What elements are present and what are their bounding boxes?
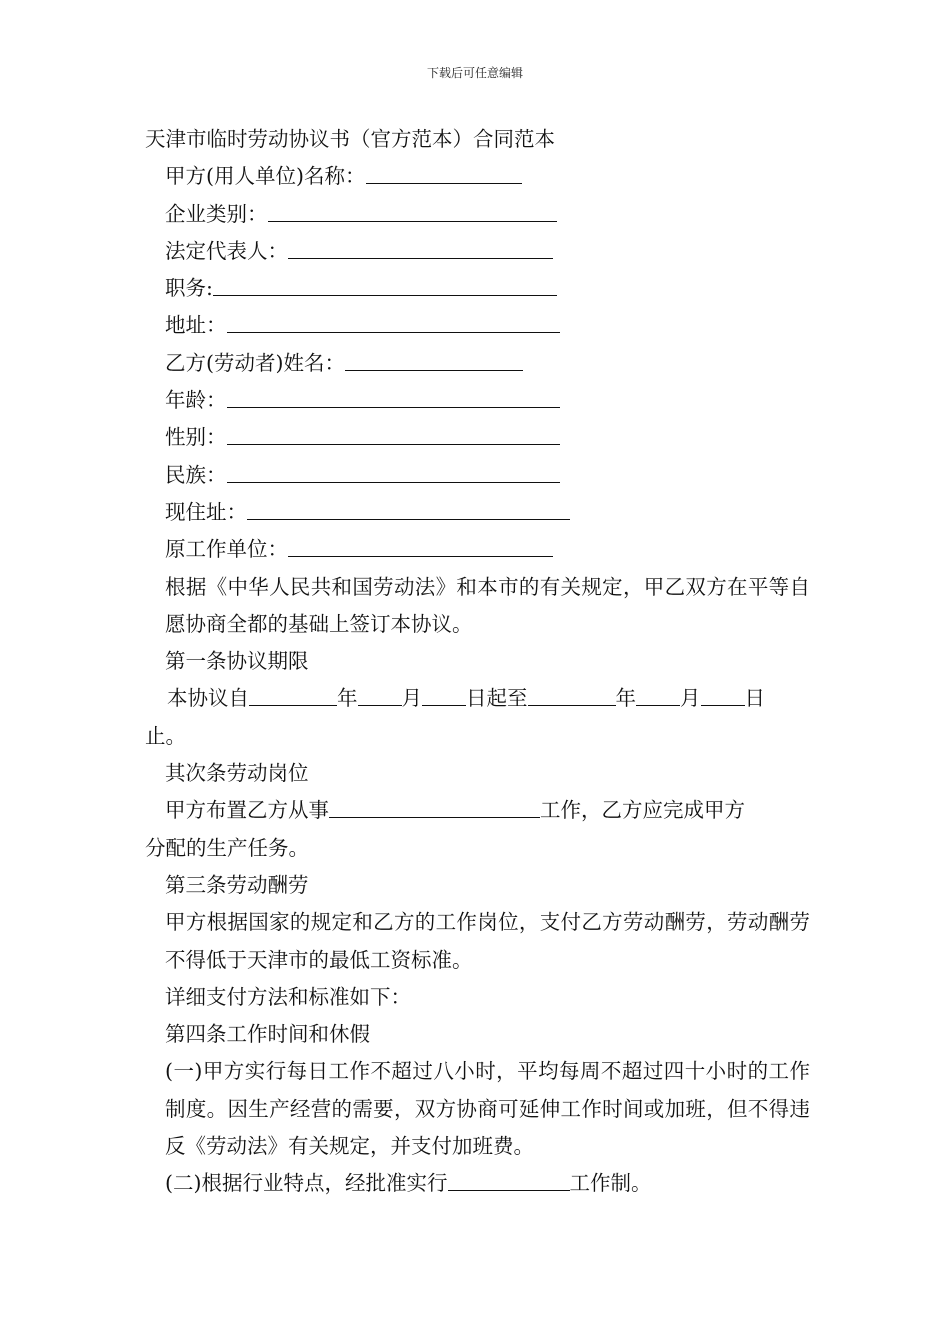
year-label: 年: [615, 686, 636, 711]
month-label: 月: [680, 686, 701, 711]
gender-blank[interactable]: [227, 424, 560, 445]
article-1-heading: 第一条协议期限: [165, 649, 309, 674]
post-text-continued: 分配的生产任务。: [145, 835, 309, 860]
legal-representative-blank[interactable]: [288, 238, 553, 259]
agreement-term-line: [145, 680, 810, 717]
day-label: 日: [744, 686, 765, 711]
document-title: 天津市临时劳动协议书（官方范本）合同范本: [145, 127, 555, 151]
work-post-blank[interactable]: [329, 797, 540, 818]
month-label: 月: [401, 686, 422, 711]
start-day-blank[interactable]: [422, 685, 466, 706]
work-system-blank[interactable]: [448, 1170, 570, 1191]
day-label: 日起至: [466, 686, 528, 711]
intro-paragraph: 根据《中华人民共和国劳动法》和本市的有关规定，甲乙双方在平等自愿协商全都的基础上签订本协议。: [165, 574, 810, 636]
employer-name-blank[interactable]: [366, 163, 522, 184]
page-header-note: 下载后可任意编辑: [426, 66, 523, 80]
field-label: 年龄：: [165, 388, 227, 413]
field-label: 乙方(劳动者)姓名：: [165, 350, 345, 375]
post-text: 甲方布置乙方从事: [165, 798, 329, 823]
field-enterprise-type: [145, 196, 810, 233]
field-legal-representative: [145, 233, 810, 270]
end-day-blank[interactable]: [701, 685, 745, 706]
address-blank[interactable]: [227, 312, 560, 333]
start-year-blank[interactable]: [249, 685, 337, 706]
end-year-blank[interactable]: [528, 685, 616, 706]
work-system-text: (二)根据行业特点，经批准实行: [165, 1171, 448, 1196]
field-label: 职务:: [165, 276, 213, 301]
enterprise-type-blank[interactable]: [268, 201, 557, 222]
working-hours-paragraph: (一)甲方实行每日工作不超过八小时，平均每周不超过四十小时的工作制度。因生产经营的需要，双方协商可延伸工作时间或加班，但不得违反《劳动法》有关规定，并支付加班费。: [165, 1059, 810, 1159]
post-text-after: 工作，乙方应完成甲方: [540, 798, 745, 823]
term-text: 本协议自: [167, 686, 249, 711]
article-2-heading: 其次条劳动岗位: [165, 761, 309, 786]
field-label: 原工作单位：: [165, 537, 288, 562]
employee-name-blank[interactable]: [345, 350, 523, 371]
field-label: 企业类别：: [165, 201, 268, 226]
ethnicity-blank[interactable]: [227, 462, 560, 483]
current-address-blank[interactable]: [247, 499, 570, 520]
former-employer-blank[interactable]: [288, 536, 553, 557]
field-employee-name: [145, 345, 810, 382]
field-label: 现住址：: [165, 499, 247, 524]
field-label: 民族：: [165, 462, 227, 487]
end-month-blank[interactable]: [636, 685, 680, 706]
remuneration-paragraph: 甲方根据国家的规定和乙方的工作岗位，支付乙方劳动酬劳，劳动酬劳不得低于天津市的最低工资标准。: [165, 910, 810, 972]
field-current-address: [145, 494, 810, 531]
field-label: 甲方(用人单位)名称：: [165, 164, 366, 189]
field-label: 法定代表人：: [165, 238, 288, 263]
field-label: 地址：: [165, 313, 227, 338]
term-end-text: 止。: [145, 723, 186, 748]
field-employer-name: [145, 158, 810, 195]
age-blank[interactable]: [227, 387, 560, 408]
payment-detail-text: 详细支付方法和标准如下：: [165, 984, 411, 1009]
field-position: [145, 270, 810, 307]
start-month-blank[interactable]: [358, 685, 402, 706]
field-address: [145, 307, 810, 344]
field-ethnicity: [145, 457, 810, 494]
year-label: 年: [337, 686, 358, 711]
field-age: [145, 382, 810, 419]
work-system-text-after: 工作制。: [569, 1171, 652, 1196]
article-3-heading: 第三条劳动酬劳: [165, 872, 309, 897]
work-system-line: [145, 1165, 810, 1202]
field-former-employer: [145, 531, 810, 568]
field-label: 性别：: [165, 425, 227, 450]
position-blank[interactable]: [213, 275, 557, 296]
work-post-line: [145, 792, 810, 829]
field-gender: [145, 419, 810, 456]
contract-document: [145, 121, 810, 1203]
article-4-heading: 第四条工作时间和休假: [165, 1022, 370, 1047]
